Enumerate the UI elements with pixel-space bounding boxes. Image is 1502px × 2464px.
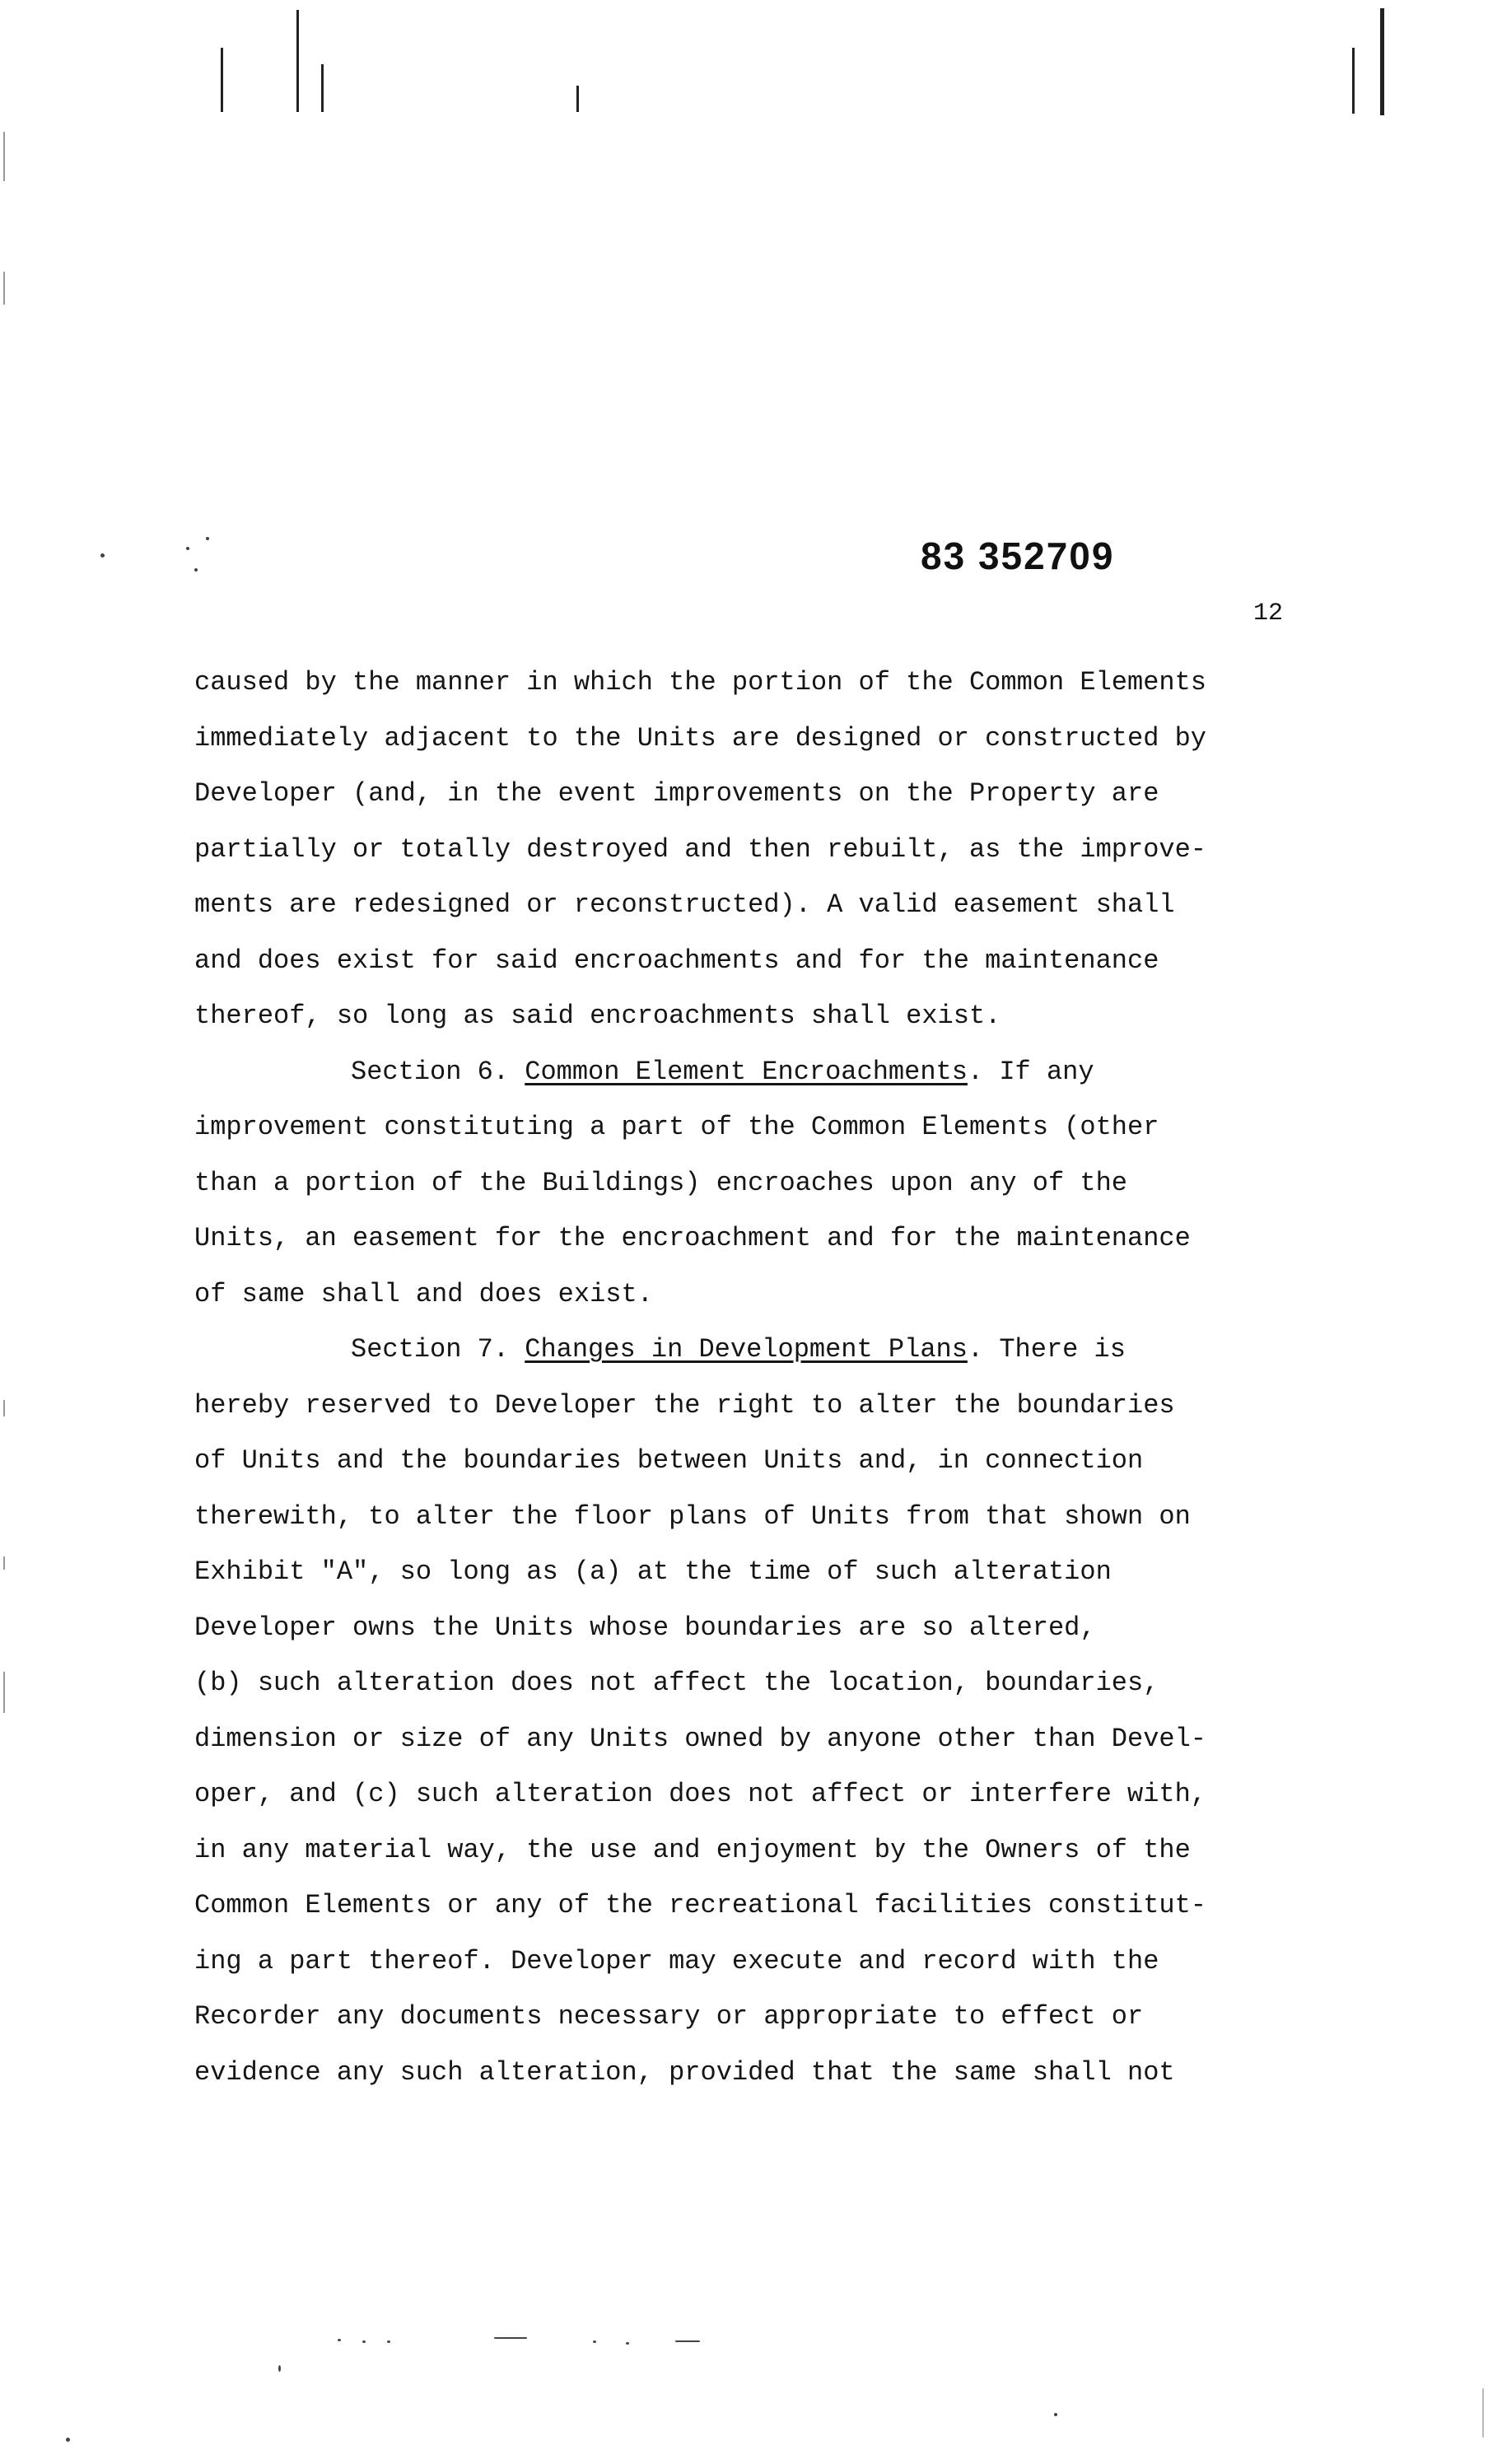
scan-artifact bbox=[3, 1400, 5, 1416]
text-line: evidence any such alteration, provided that the same shall not bbox=[194, 2056, 1175, 2088]
scan-speck bbox=[206, 537, 209, 540]
text-line: dimension or size of any Units owned by anyone other than Devel- bbox=[194, 1723, 1206, 1754]
text-line: improvement constituting a part of the Common Elements (other bbox=[194, 1112, 1159, 1142]
section-title: Changes in Development Plans bbox=[525, 1334, 968, 1365]
scan-speck bbox=[593, 2340, 596, 2343]
text-line: of Units and the boundaries between Units and, in connection bbox=[194, 1445, 1144, 1476]
scan-speck bbox=[338, 2339, 341, 2341]
text-line: ments are redesigned or reconstructed). A valid easement shall bbox=[194, 889, 1175, 920]
scan-speck bbox=[194, 568, 198, 572]
scan-speck bbox=[66, 2438, 70, 2442]
text-line: ing a part thereof. Developer may execute and record with the bbox=[194, 1945, 1159, 1976]
text-line: (b) such alteration does not affect the location, boundaries, bbox=[194, 1668, 1159, 1698]
scan-speck bbox=[494, 2337, 527, 2339]
text-line: immediately adjacent to the Units are designed or constructed by bbox=[194, 722, 1206, 754]
scan-artifact bbox=[3, 1556, 5, 1570]
text-line: in any material way, the use and enjoyment by the Owners of the bbox=[194, 1834, 1191, 1865]
text-line: of same shall and does exist. bbox=[194, 1278, 653, 1309]
text-line: caused by the manner in which the portion of the Common Elements bbox=[194, 667, 1206, 698]
text-line: therewith, to alter the floor plans of Units from that shown on bbox=[194, 1500, 1191, 1532]
text-line: Exhibit "A", so long as (a) at the time of such alteration bbox=[194, 1556, 1112, 1587]
section-heading-rest: . There is bbox=[967, 1334, 1126, 1365]
scan-speck bbox=[100, 553, 105, 558]
scan-speck bbox=[186, 547, 189, 550]
text-line: oper, and (c) such alteration does not affect or interfere with, bbox=[194, 1779, 1206, 1809]
text-line: Units, an easement for the encroachment and for the maintenance bbox=[194, 1223, 1191, 1253]
text-line: and does exist for said encroachments and for the maintenance bbox=[194, 945, 1159, 976]
text-line: thereof, so long as said encroachments shall exist. bbox=[194, 1001, 1001, 1031]
text-line: Developer owns the Units whose boundaries are so altered, bbox=[194, 1612, 1096, 1643]
scan-speck bbox=[278, 2365, 281, 2372]
scan-speck bbox=[1054, 2413, 1057, 2416]
page-number: 12 bbox=[1253, 600, 1284, 628]
text-line: Recorder any documents necessary or appropriate to effect or bbox=[194, 2001, 1144, 2032]
scan-speck bbox=[675, 2340, 700, 2342]
scan-artifact bbox=[3, 272, 5, 305]
text-line: Developer (and, in the event improvements on the Property are bbox=[194, 778, 1159, 809]
section-label: Section 6. bbox=[351, 1056, 510, 1087]
text-line: hereby reserved to Developer the right to alter the boundaries bbox=[194, 1389, 1175, 1421]
scan-artifact bbox=[3, 1672, 5, 1713]
scan-mark bbox=[576, 86, 579, 112]
scan-speck bbox=[387, 2340, 390, 2343]
scan-mark bbox=[221, 48, 223, 112]
scan-mark bbox=[321, 64, 324, 112]
text-line: partially or totally destroyed and then rebuilt, as the improve- bbox=[194, 833, 1206, 865]
document-body bbox=[194, 655, 1364, 2100]
scan-artifact bbox=[3, 132, 5, 181]
scan-speck bbox=[626, 2342, 629, 2345]
text-line: than a portion of the Buildings) encroaches upon any of the bbox=[194, 1167, 1127, 1198]
scan-speck bbox=[1482, 2388, 1484, 2438]
scan-speck bbox=[362, 2340, 366, 2343]
section-heading-rest: . If any bbox=[967, 1056, 1094, 1087]
scan-mark bbox=[1352, 48, 1355, 114]
section-title: Common Element Encroachments bbox=[525, 1056, 968, 1087]
scan-mark bbox=[296, 10, 299, 112]
section-6-heading bbox=[194, 1044, 1364, 1100]
recording-number: 83 352709 bbox=[921, 534, 1115, 577]
section-label: Section 7. bbox=[351, 1334, 510, 1365]
section-7-heading bbox=[194, 1322, 1364, 1378]
scan-mark bbox=[1380, 8, 1384, 115]
text-line: Common Elements or any of the recreational facilities constitut- bbox=[194, 1890, 1206, 1920]
